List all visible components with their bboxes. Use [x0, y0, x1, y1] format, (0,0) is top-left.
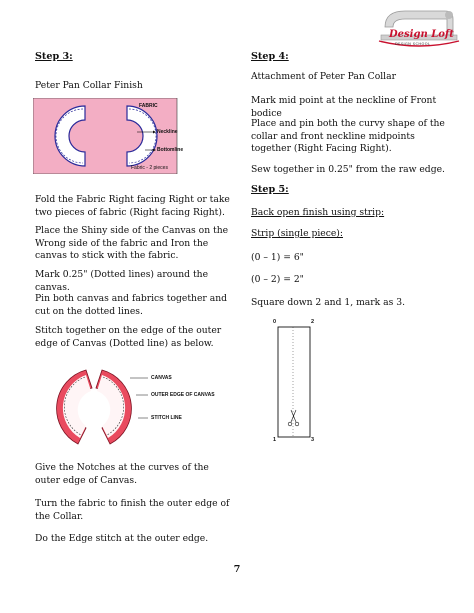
- pieces-label: Fabric - 2 pieces: [131, 165, 168, 171]
- corner-1-label: 1: [273, 437, 277, 443]
- step4-para1: Mark mid point at the neckline of Front bodice: [251, 95, 437, 119]
- fabric-label: FABRIC: [139, 103, 158, 109]
- step4-title: Attachment of Peter Pan Collar: [251, 71, 396, 82]
- measure-0-2: (0 – 2) = 2": [251, 274, 304, 285]
- strip-diagram: [270, 318, 320, 446]
- step3-heading: Step 3:: [35, 51, 73, 62]
- step4-heading: Step 4:: [251, 51, 289, 62]
- step3-para3: Mark 0.25" (Dotted lines) around the canvas.: [35, 269, 209, 293]
- corner-0-label: 0: [273, 319, 277, 325]
- neckline-label: Neckline: [157, 129, 178, 135]
- fabric-figure: [33, 98, 198, 174]
- canvas-label: CANVAS: [151, 375, 172, 381]
- bottomline-label: Bottomline: [157, 147, 184, 153]
- canvas-stitch-figure: [30, 366, 230, 450]
- logo-tagline: DESIGN SCHOOL: [395, 42, 431, 46]
- measure-0-1: (0 – 1) = 6": [251, 252, 304, 263]
- step5-heading: Step 5:: [251, 184, 289, 195]
- square-down-instruction: Square down 2 and 1, mark as 3.: [251, 297, 406, 308]
- step3-para7: Turn the fabric to finish the outer edge of the Collar.: [35, 498, 230, 522]
- step3-para8: Do the Edge stitch at the outer edge.: [35, 533, 209, 544]
- step4-para2: Place and pin both the curvy shape of the collar and front neckline midpoints together (Right Facing Right).: [251, 118, 445, 154]
- step4-para3: Sew together in 0.25" from the raw edge.: [251, 164, 445, 175]
- collar-fabric-diagram: [33, 98, 198, 174]
- logo-brand: Design Loft: [389, 29, 454, 40]
- step3-para2: Place the Shiny side of the Canvas on the Wrong side of the fabric and Iron the canvas to stick with the fabric.: [35, 225, 229, 261]
- step3-para1: Fold the Fabric Right facing Right or take two pieces of fabric (Right facing Right).: [35, 194, 230, 218]
- strip-figure: [270, 318, 320, 446]
- stitch-line-label: STITCH LINE: [151, 415, 182, 421]
- design-loft-logo: [375, 5, 463, 51]
- corner-3-label: 3: [311, 437, 315, 443]
- outer-edge-label: OUTER EDGE OF CANVAS: [151, 392, 215, 398]
- step3-para5: Stitch together on the edge of the outer edge of Canvas (Dotted line) as below.: [35, 325, 222, 349]
- step5-subtitle: Back open finish using strip:: [251, 207, 385, 218]
- step3-title: Peter Pan Collar Finish: [35, 80, 143, 91]
- corner-2-label: 2: [311, 319, 315, 325]
- page-number: 7: [233, 564, 241, 575]
- step3-para4: Pin both canvas and fabrics together and cut on the dotted lines.: [35, 293, 227, 317]
- step3-para6: Give the Notches at the curves of the outer edge of Canvas.: [35, 462, 209, 486]
- canvas-stitch-diagram: [30, 366, 230, 450]
- strip-title: Strip (single piece):: [251, 228, 343, 239]
